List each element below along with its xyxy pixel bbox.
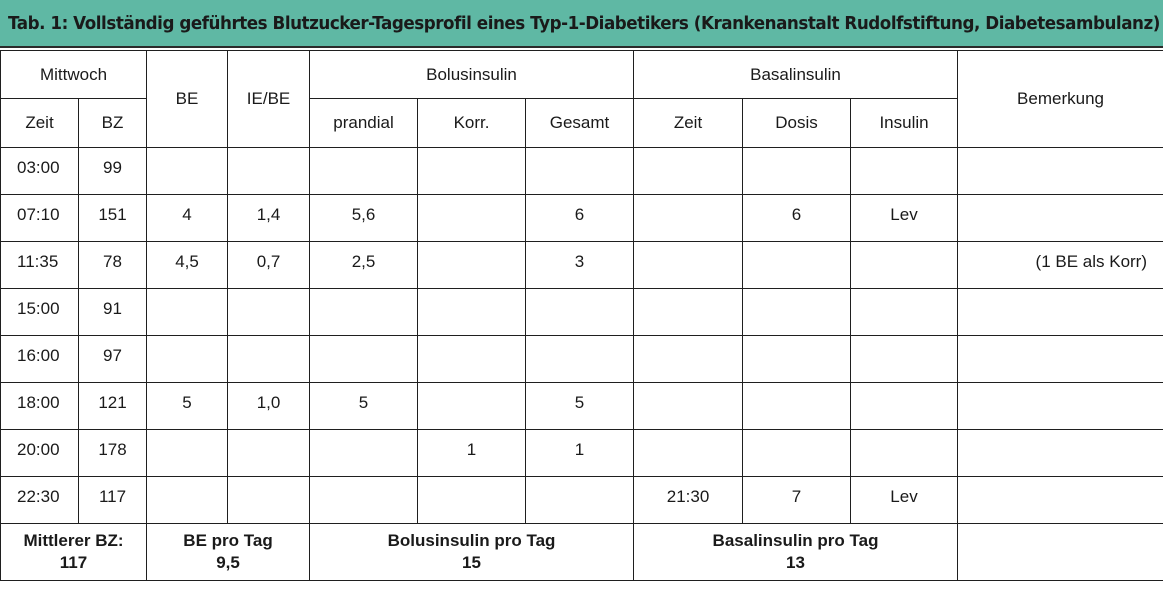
header-bolus-insulin: Bolusinsulin — [310, 51, 634, 99]
header-basal-time: Zeit — [634, 99, 743, 148]
cell-korr — [418, 383, 526, 430]
cell-korr — [418, 148, 526, 195]
cell-insulin — [851, 289, 958, 336]
summary-row — [1, 524, 1163, 581]
cell-ie-be — [228, 148, 310, 195]
cell-bz: 151 — [79, 195, 147, 242]
summary-mean-bz-value: 117 — [59, 553, 88, 572]
header-basal-insulin: Basalinsulin — [634, 51, 958, 99]
cell-remark: (1 BE als Korr) — [958, 242, 1163, 289]
cell-ie-be — [228, 336, 310, 383]
cell-ie-be: 0,7 — [228, 242, 310, 289]
cell-time: 16:00 — [1, 336, 79, 383]
summary-basal-per-day — [634, 524, 958, 581]
cell-prandial: 5 — [310, 383, 418, 430]
table-title-bar — [0, 0, 1163, 48]
cell-be — [147, 336, 228, 383]
cell-insulin: Lev — [851, 195, 958, 242]
table-row — [1, 430, 1163, 477]
cell-time: 22:30 — [1, 477, 79, 524]
table-row — [1, 148, 1163, 195]
cell-time: 15:00 — [1, 289, 79, 336]
cell-dosis — [743, 430, 851, 477]
cell-basal-time — [634, 430, 743, 477]
summary-bolus-per-day — [310, 524, 634, 581]
cell-korr: 1 — [418, 430, 526, 477]
cell-dosis — [743, 242, 851, 289]
table-title: Tab. 1: Vollständig geführtes Blutzucker-Tagesprofil eines Typ-1-Diabetikers (Krankenanstalt Rudolfstiftung, Diabetesambulanz) — [8, 12, 1160, 34]
cell-basal-time — [634, 148, 743, 195]
cell-korr — [418, 195, 526, 242]
header-prandial: prandial — [310, 99, 418, 148]
cell-insulin — [851, 242, 958, 289]
table-row — [1, 336, 1163, 383]
header-time: Zeit — [1, 99, 79, 148]
cell-be: 4 — [147, 195, 228, 242]
cell-bz: 117 — [79, 477, 147, 524]
cell-insulin: Lev — [851, 477, 958, 524]
cell-remark — [958, 148, 1163, 195]
blood-glucose-day-profile-table — [0, 50, 1163, 581]
cell-korr — [418, 289, 526, 336]
cell-gesamt: 6 — [526, 195, 634, 242]
cell-remark — [958, 289, 1163, 336]
cell-be — [147, 430, 228, 477]
table-row — [1, 477, 1163, 524]
summary-bolus-per-day-value: 15 — [462, 553, 481, 572]
cell-prandial — [310, 336, 418, 383]
summary-basal-per-day-value: 13 — [786, 553, 805, 572]
cell-prandial — [310, 430, 418, 477]
cell-be: 5 — [147, 383, 228, 430]
cell-bz: 99 — [79, 148, 147, 195]
cell-dosis — [743, 289, 851, 336]
cell-insulin — [851, 383, 958, 430]
cell-be — [147, 148, 228, 195]
cell-time: 20:00 — [1, 430, 79, 477]
cell-gesamt: 3 — [526, 242, 634, 289]
cell-remark — [958, 477, 1163, 524]
header-korr: Korr. — [418, 99, 526, 148]
table-row — [1, 195, 1163, 242]
cell-remark — [958, 195, 1163, 242]
cell-gesamt — [526, 148, 634, 195]
summary-mean-bz-label: Mittlerer BZ: — [23, 531, 124, 550]
cell-time: 07:10 — [1, 195, 79, 242]
cell-be: 4,5 — [147, 242, 228, 289]
header-gesamt: Gesamt — [526, 99, 634, 148]
cell-insulin — [851, 430, 958, 477]
cell-gesamt: 1 — [526, 430, 634, 477]
cell-dosis — [743, 383, 851, 430]
header-insulin: Insulin — [851, 99, 958, 148]
cell-prandial — [310, 477, 418, 524]
cell-time: 18:00 — [1, 383, 79, 430]
cell-bz: 78 — [79, 242, 147, 289]
header-remark: Bemerkung — [958, 51, 1163, 148]
header-day: Mittwoch — [1, 51, 147, 99]
cell-remark — [958, 383, 1163, 430]
cell-ie-be — [228, 477, 310, 524]
cell-insulin — [851, 148, 958, 195]
cell-basal-time — [634, 336, 743, 383]
cell-basal-time — [634, 383, 743, 430]
cell-remark — [958, 430, 1163, 477]
table-row — [1, 383, 1163, 430]
cell-korr — [418, 242, 526, 289]
header-row-top — [1, 51, 1163, 99]
header-ie-be: IE/BE — [228, 51, 310, 148]
cell-prandial — [310, 289, 418, 336]
summary-mean-bz — [1, 524, 147, 581]
cell-ie-be: 1,4 — [228, 195, 310, 242]
cell-bz: 121 — [79, 383, 147, 430]
summary-be-per-day — [147, 524, 310, 581]
cell-time: 11:35 — [1, 242, 79, 289]
summary-be-per-day-label: BE pro Tag — [183, 531, 273, 550]
cell-remark — [958, 336, 1163, 383]
summary-bolus-per-day-label: Bolusinsulin pro Tag — [387, 531, 556, 550]
cell-korr — [418, 477, 526, 524]
cell-dosis — [743, 336, 851, 383]
cell-gesamt — [526, 477, 634, 524]
cell-bz: 91 — [79, 289, 147, 336]
table-row — [1, 242, 1163, 289]
summary-remark-empty — [958, 524, 1163, 581]
cell-insulin — [851, 336, 958, 383]
cell-basal-time — [634, 195, 743, 242]
header-be: BE — [147, 51, 228, 148]
cell-bz: 178 — [79, 430, 147, 477]
cell-dosis: 6 — [743, 195, 851, 242]
summary-basal-per-day-label: Basalinsulin pro Tag — [712, 531, 879, 550]
cell-gesamt — [526, 336, 634, 383]
summary-be-per-day-value: 9,5 — [216, 553, 240, 572]
cell-be — [147, 289, 228, 336]
cell-gesamt — [526, 289, 634, 336]
cell-bz: 97 — [79, 336, 147, 383]
cell-ie-be: 1,0 — [228, 383, 310, 430]
cell-ie-be — [228, 430, 310, 477]
cell-prandial — [310, 148, 418, 195]
cell-korr — [418, 336, 526, 383]
cell-basal-time — [634, 289, 743, 336]
cell-ie-be — [228, 289, 310, 336]
cell-prandial: 5,6 — [310, 195, 418, 242]
cell-basal-time — [634, 242, 743, 289]
cell-dosis: 7 — [743, 477, 851, 524]
cell-time: 03:00 — [1, 148, 79, 195]
cell-basal-time: 21:30 — [634, 477, 743, 524]
header-bz: BZ — [79, 99, 147, 148]
cell-be — [147, 477, 228, 524]
table-row — [1, 289, 1163, 336]
header-dosis: Dosis — [743, 99, 851, 148]
cell-gesamt: 5 — [526, 383, 634, 430]
cell-dosis — [743, 148, 851, 195]
cell-prandial: 2,5 — [310, 242, 418, 289]
